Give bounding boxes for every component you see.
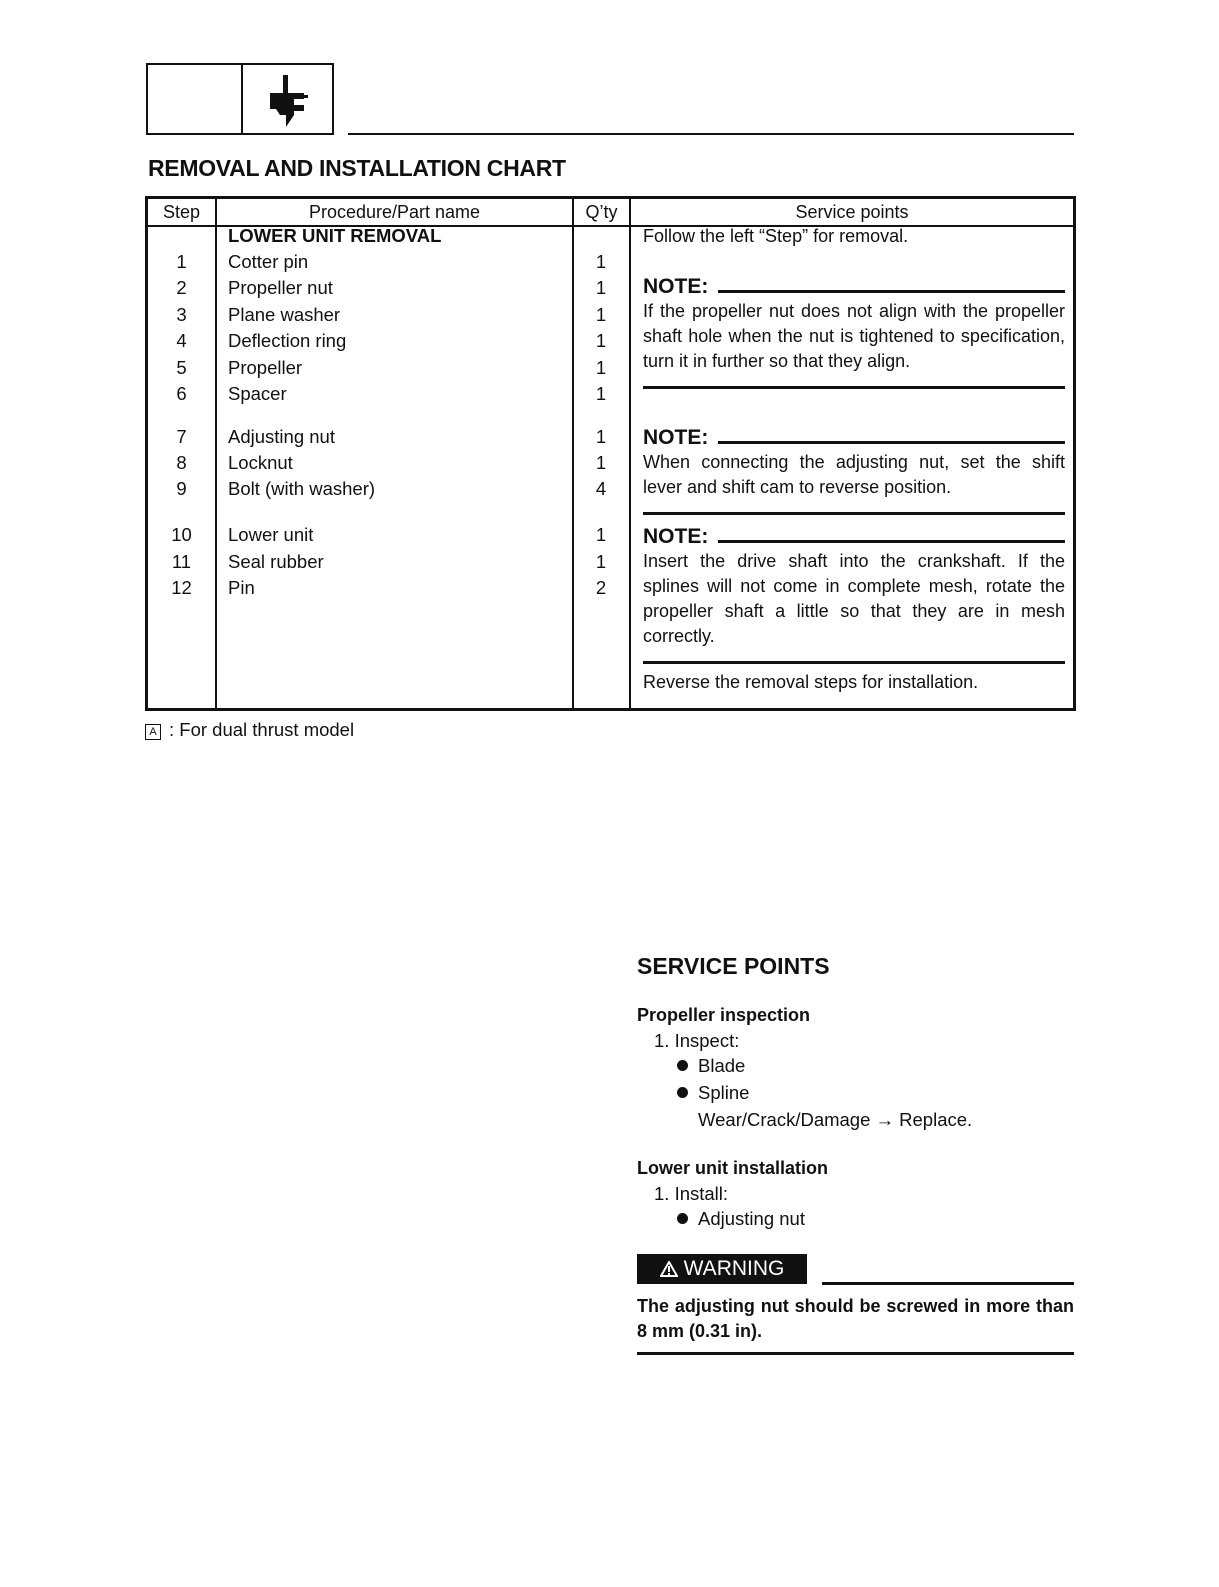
warning-badge bbox=[637, 1254, 807, 1284]
step-number: 12 bbox=[171, 577, 192, 598]
propeller-inspection-heading: Propeller inspection bbox=[637, 1005, 811, 1025]
step-number: 8 bbox=[176, 452, 187, 473]
warning-label: WARNING bbox=[683, 1257, 785, 1280]
part-name: Propeller nut bbox=[228, 277, 333, 298]
part-qty: 1 bbox=[595, 452, 607, 473]
propeller-step: 1. Inspect: bbox=[654, 1030, 740, 1051]
part-name: Seal rubber bbox=[228, 551, 324, 572]
note-heading-line bbox=[718, 290, 1065, 293]
note-label: NOTE: bbox=[643, 525, 709, 548]
step-number: 6 bbox=[176, 383, 187, 404]
step-number: 5 bbox=[176, 357, 187, 378]
warning-text: The adjusting nut should be screwed in more than 8 mm (0.31 in). bbox=[637, 1296, 1074, 1341]
part-qty: 1 bbox=[595, 304, 607, 325]
note-text: If the propeller nut does not align with the propeller shaft hole when the nut is tightened to specification, turn it in further so that they align. bbox=[643, 301, 1065, 371]
service-last: Reverse the removal steps for installation. bbox=[643, 672, 979, 692]
note-heading-line bbox=[718, 441, 1065, 444]
part-name: Spacer bbox=[228, 383, 287, 404]
footnote-text: : For dual thrust model bbox=[169, 719, 355, 740]
note-label: NOTE: bbox=[643, 275, 709, 298]
lower-unit-installation-heading: Lower unit installation bbox=[637, 1158, 829, 1178]
part-qty: 2 bbox=[595, 577, 607, 598]
header-box-divider bbox=[241, 65, 243, 133]
service-points-title: SERVICE POINTS bbox=[637, 953, 830, 979]
note-end-rule bbox=[643, 512, 1065, 515]
note-heading bbox=[643, 420, 1065, 450]
step-number: 1 bbox=[176, 251, 187, 272]
part-name: Adjusting nut bbox=[228, 426, 335, 447]
boxed-a-symbol: A bbox=[145, 724, 161, 740]
part-qty: 4 bbox=[595, 478, 607, 499]
warning-triangle-icon bbox=[660, 1261, 678, 1277]
bullet-item: Blade bbox=[677, 1055, 745, 1077]
part-name: Pin bbox=[228, 577, 255, 598]
column-divider bbox=[215, 199, 217, 708]
section-title: LOWER UNIT REMOVAL bbox=[228, 225, 442, 246]
note-end-rule bbox=[643, 661, 1065, 664]
column-divider bbox=[629, 199, 631, 708]
part-name: Plane washer bbox=[228, 304, 341, 325]
bullet-item: Spline bbox=[677, 1082, 749, 1104]
note-text: When connecting the adjusting nut, set the shift lever and shift cam to reverse position. bbox=[643, 452, 1065, 497]
column-header-service: Service points bbox=[795, 202, 909, 222]
column-header-qty: Q’ty bbox=[585, 202, 618, 222]
note-block bbox=[643, 420, 1065, 515]
lower-unit-outboard-icon bbox=[264, 75, 310, 127]
removal-chart-table bbox=[145, 196, 1076, 711]
note-heading bbox=[643, 269, 1065, 299]
note-heading bbox=[643, 519, 1065, 549]
service-first: Follow the left “Step” for removal. bbox=[643, 226, 909, 246]
step-number: 3 bbox=[176, 304, 187, 325]
step-number: 2 bbox=[176, 277, 187, 298]
column-header-procedure: Procedure/Part name bbox=[308, 202, 481, 222]
part-name: Lower unit bbox=[228, 524, 314, 545]
part-qty: 1 bbox=[595, 357, 607, 378]
column-header-step: Step bbox=[162, 202, 201, 222]
propeller-result: Wear/Crack/Damage → Replace. bbox=[698, 1109, 973, 1130]
part-qty: 1 bbox=[595, 330, 607, 351]
step-number: 7 bbox=[176, 426, 187, 447]
header-rule bbox=[348, 133, 1074, 135]
part-name: Cotter pin bbox=[228, 251, 309, 272]
part-name: Deflection ring bbox=[228, 330, 347, 351]
note-text: Insert the drive shaft into the crankshaft. If the splines will not come in complete mesh, rotate the propeller shaft a little so that they are in mesh correctly. bbox=[643, 551, 1065, 646]
part-name: Propeller bbox=[228, 357, 303, 378]
part-qty: 1 bbox=[595, 383, 607, 404]
part-qty: 1 bbox=[595, 551, 607, 572]
footnote bbox=[145, 719, 354, 741]
part-qty: 1 bbox=[595, 524, 607, 545]
warning-end-rule bbox=[637, 1352, 1074, 1355]
step-number: 11 bbox=[171, 551, 192, 572]
note-block bbox=[643, 269, 1065, 389]
part-qty: 1 bbox=[595, 277, 607, 298]
step-number: 4 bbox=[176, 330, 187, 351]
note-block bbox=[643, 519, 1065, 664]
lower-unit-step: 1. Install: bbox=[654, 1183, 729, 1204]
part-name: Bolt (with washer) bbox=[228, 478, 376, 499]
part-name: Locknut bbox=[228, 452, 293, 473]
bullet-item: Adjusting nut bbox=[677, 1208, 805, 1230]
note-heading-line bbox=[718, 540, 1065, 543]
part-qty: 1 bbox=[595, 251, 607, 272]
step-number: 9 bbox=[176, 478, 187, 499]
part-qty: 1 bbox=[595, 426, 607, 447]
step-number: 10 bbox=[171, 524, 192, 545]
warning-heading-line bbox=[822, 1282, 1074, 1285]
note-label: NOTE: bbox=[643, 426, 709, 449]
chart-title: REMOVAL AND INSTALLATION CHART bbox=[148, 155, 566, 181]
note-end-rule bbox=[643, 386, 1065, 389]
header-box bbox=[146, 63, 334, 135]
